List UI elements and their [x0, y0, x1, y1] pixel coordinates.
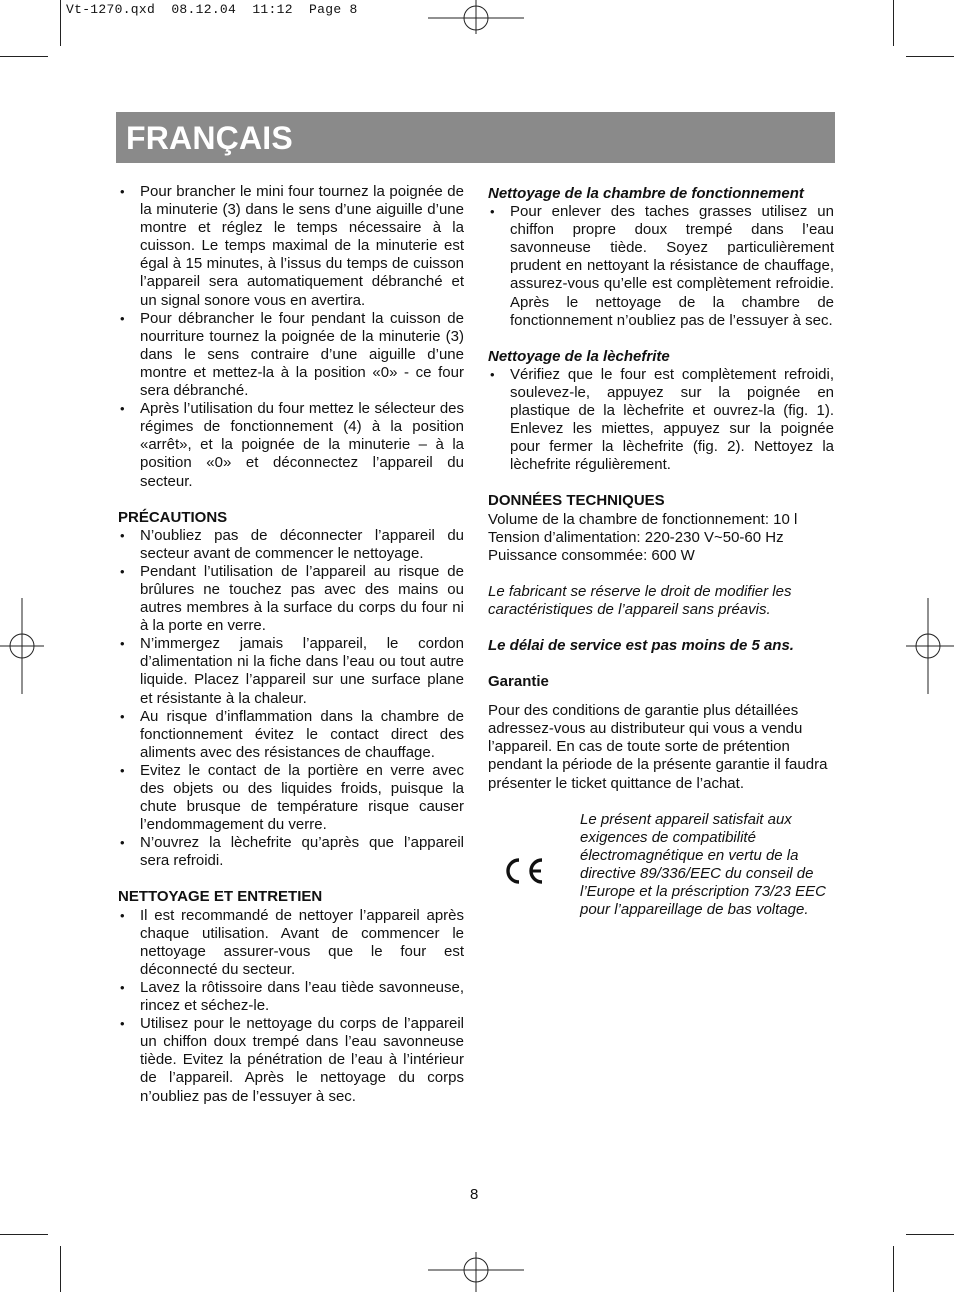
crop-mark — [0, 56, 48, 57]
page-number: 8 — [470, 1186, 479, 1203]
bullet-icon: • — [120, 527, 125, 543]
bullet-icon: • — [120, 708, 125, 724]
tech-line: Tension d’alimentation: 220-230 V~50-60 Hz — [488, 528, 784, 546]
list-item: • Au risque d’inflammation dans la chambre de fonctionnement évitez le contact direct des aliments avec des résistances de chauffage. — [120, 707, 464, 761]
list-item: • Lavez la rôtissoire dans l’eau tiède savonneuse, rincez et séchez-le. — [120, 978, 464, 1015]
section-heading-precautions: PRÉCAUTIONS — [118, 508, 228, 526]
bullet-icon: • — [120, 310, 125, 326]
crop-mark — [906, 1234, 954, 1235]
list-item: • Pour enlever des taches grasses utilisez un chiffon propre doux trempé dans l’eau savonneuse tiède. Soyez particulièrement prudent en nettoyant la résistance de chauffage, assurez-vous qu’elle est complètement refroidie. Après le nettoyage de la chambre de fonctionnement n’oubliez pas de l’essuyer à sec. — [490, 203, 834, 329]
registration-mark-icon — [428, 1252, 524, 1292]
ce-conformity-text: Le présent appareil satisfait aux exigences de compatibilité électromagnétique en vertu de la directive 89/336/EEC du conseil de l’Europe et la préscription 73/23 EEC pour l’appareillage de bas voltage. — [580, 810, 826, 919]
registration-mark-icon — [906, 598, 954, 694]
bullet-icon: • — [120, 563, 125, 579]
crop-mark — [906, 56, 954, 57]
list-item: • Il est recommandé de nettoyer l’appareil après chaque utilisation. Avant de commencer le nettoyage assurer-vous que le four est déconnecté du secteur. — [120, 906, 464, 978]
lechefrite-list — [488, 366, 834, 475]
crop-mark — [0, 1234, 48, 1235]
registration-mark-icon — [0, 598, 44, 694]
chambre-list — [488, 203, 834, 330]
list-item: • Après l’utilisation du four mettez le sélecteur des régimes de fonctionnement (4) à la position «arrêt», et la poignée de la minuterie – à la position «0» et déconnectez l’appareil du secteur. — [120, 400, 464, 490]
list-item: • Evitez le contact de la portière en verre avec des objets ou des liquides froids, puisque la chute brusque de température risque causer l’endommagement du verre. — [120, 761, 464, 834]
list-item: • N’immergez jamais l’appareil, le cordon d’alimentation ni la fiche dans l’eau ou tout autre liquide. Placez l’appareil sur une surface plane et résistante à la chaleur. — [120, 635, 464, 707]
language-title: FRANÇAIS — [126, 120, 293, 156]
section-heading-nettoyage: NETTOYAGE ET ENTRETIEN — [118, 888, 323, 906]
garantie-text: Pour des conditions de garantie plus détaillées adressez-vous au distributeur qui vous a vendu l’appareil. En cas de toute sorte de prétention pendant la période de la présente garantie il faudra présenter le ticket quittance de l’achat. — [488, 702, 828, 792]
nettoyage-list — [118, 907, 464, 1106]
list-item: • N’ouvrez la lèchefrite qu’après que l’appareil sera refroidi. — [120, 834, 464, 870]
language-banner — [116, 112, 835, 163]
section-heading-chambre: Nettoyage de la chambre de fonctionnement — [488, 185, 804, 202]
list-item: • Pour débrancher le four pendant la cuisson de nourriture tournez la poignée de la minuterie (3) dans le sens contraire d’une aiguille d’une montre et mettez-la à la position «0» - ce four sera débranché. — [120, 309, 464, 400]
bullet-icon: • — [120, 636, 125, 652]
bullet-icon: • — [120, 762, 125, 778]
registration-mark-icon — [428, 0, 524, 34]
right-column — [488, 185, 834, 934]
left-column — [118, 183, 464, 1106]
list-item: • Utilisez pour le nettoyage du corps de l’appareil un chiffon doux trempé dans l’eau savonneuse tiède. Evitez la pénétration de l’eau à l’intérieur de l’appareil. Après le nettoyage du corps n’oubliez pas de l’essuyer à sec. — [120, 1015, 464, 1105]
section-heading-lechefrite: Nettoyage de la lèchefrite — [488, 347, 670, 365]
list-item: • Pendant l’utilisation de l’appareil au risque de brûlures ne touchez pas avec des mains ou autres membres à la surface du corps du four ni à la porte en verre. — [120, 562, 464, 635]
intro-list — [118, 183, 464, 491]
printer-slug: Vt-1270.qxd 08.12.04 11:12 Page 8 — [66, 2, 358, 17]
service-note: Le délai de service est pas moins de 5 ans. — [488, 636, 794, 654]
tech-line: Volume de la chambre de fonctionnement: 10 l — [488, 510, 798, 528]
bullet-icon: • — [120, 979, 125, 995]
reserve-note: Le fabricant se réserve le droit de modifier les caractéristiques de l’appareil sans préavis. — [488, 582, 792, 618]
ce-block — [488, 811, 834, 920]
bullet-icon: • — [120, 835, 125, 851]
list-item: • Pour brancher le mini four tournez la poignée de la minuterie (3) dans le sens d’une aiguille d’une montre et réglez le temps nécessaire à la cuisson. Le temps maximal de la minuterie est égal à 15 minutes, à l’issus du temps de cuisson l’appareil sera automatiquement débranché et un signal sonore vous en avertira. — [120, 183, 464, 309]
section-heading-garantie: Garantie — [488, 673, 549, 691]
tech-line: Puissance consommée: 600 W — [488, 546, 695, 564]
crop-mark — [60, 1246, 61, 1292]
bullet-icon: • — [490, 366, 495, 382]
ce-mark-icon — [500, 855, 546, 887]
bullet-icon: • — [120, 1016, 125, 1032]
list-item: • N’oubliez pas de déconnecter l’appareil du secteur avant de commencer le nettoyage. — [120, 526, 464, 562]
bullet-icon: • — [120, 184, 125, 199]
crop-mark — [893, 0, 894, 46]
bullet-icon: • — [120, 401, 125, 417]
bullet-icon: • — [490, 204, 495, 220]
crop-mark — [893, 1246, 894, 1292]
list-item: • Vérifiez que le four est complètement refroidi, soulevez-le, appuyez sur la poignée en plastique de la lèchefrite et ouvrez-la (fig. 1). Enlevez les miettes, appuyez sur la poignée pour fermer la lèchefrite (fig. 2). Nettoyez la lèchefrite régulièrement. — [490, 365, 834, 474]
section-heading-tech: DONNÉES TECHNIQUES — [488, 492, 665, 510]
precautions-list — [118, 527, 464, 871]
crop-mark — [60, 0, 61, 46]
bullet-icon: • — [120, 907, 125, 923]
